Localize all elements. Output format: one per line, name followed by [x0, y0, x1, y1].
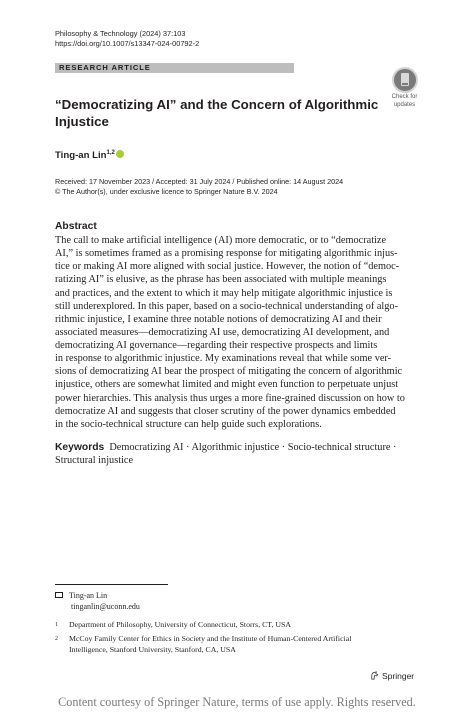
- author-affil-marks: 1,2: [106, 150, 115, 156]
- abstract-body: [55, 234, 405, 431]
- springer-horse-icon: [370, 671, 379, 680]
- journal-citation: Philosophy & Technology (2024) 37:103: [55, 29, 186, 38]
- abstract-line: democratizing AI governance—regarding their respective prospects and limits: [55, 340, 378, 351]
- affiliation-text: McCoy Family Center for Ethics in Society and the Institute of Human-Centered Artificial Intelligence, Stanford University, Stanford, CA, USA: [69, 634, 352, 654]
- courtesy-watermark: Content courtesy of Springer Nature, terms of use apply. Rights reserved.: [58, 695, 416, 709]
- affiliation-2: [55, 634, 385, 658]
- keywords-list-line1: Democratizing AI · Algorithmic injustice · Socio-technical structure ·: [109, 442, 397, 453]
- affiliation-number: 1: [55, 622, 58, 628]
- copyright-line: © The Author(s), under exclusive licence to Springer Nature B.V. 2024: [55, 187, 278, 196]
- author-line: [55, 147, 124, 162]
- publisher-mark: [370, 671, 414, 681]
- abstract-line: sions of democratizing AI bear the prospect of mitigating the concern of algorithmic: [55, 366, 403, 378]
- keywords-list-line2: Structural injustice: [55, 455, 134, 467]
- affiliation-1: [55, 620, 385, 632]
- abstract-line: in response to algorithmic injustice. My examinations reveal that while some ver-: [55, 353, 392, 365]
- orcid-icon[interactable]: [116, 150, 124, 158]
- author-name[interactable]: Ting-an Lin: [55, 150, 107, 162]
- contact-name: Ting-an Lin: [69, 591, 108, 600]
- footnote-divider: [55, 584, 168, 585]
- check-updates-line1: Check for: [391, 94, 418, 100]
- abstract-line: ratizing AI” is elusive, as the phrase has been associated with multiple meanings: [55, 274, 387, 286]
- corresponding-author: [55, 590, 140, 612]
- article-title: [55, 96, 385, 130]
- abstract-line: and practices, and the extent to which it may help mitigate algorithmic injustice is: [55, 287, 393, 299]
- abstract-line: in the socio-technical structure can help guide such explorations.: [55, 418, 322, 430]
- publisher-name: Springer: [382, 671, 415, 681]
- contact-email[interactable]: tinganlin@uconn.edu: [71, 602, 140, 611]
- abstract-line: democratize AI and suggests that closer scrutiny of the power dynamics embedded: [55, 405, 396, 417]
- title-line2: Injustice: [55, 114, 109, 129]
- abstract-line: rithmic injustice, I examine three notable notions of democratizing AI and their: [55, 313, 382, 325]
- abstract-line: The call to make artificial intelligence (AI) more democratic, or to “democratize: [55, 235, 387, 246]
- check-for-updates-button[interactable]: [388, 67, 421, 108]
- abstract-line: AI,” is sometimes framed as a promising response for mitigating algorithmic injus-: [55, 248, 398, 260]
- abstract-line: still underexplored. In this paper, based on a socio-technical understanding of algo-: [55, 300, 398, 312]
- abstract-line: associated measures—democratizing AI use, democratizing AI development, and: [55, 326, 390, 338]
- dates-received: Received: 17 November 2023 / Accepted: 31 July 2024 / Published online: 14 August 2024: [55, 177, 344, 186]
- abstract-heading: Abstract: [55, 221, 97, 232]
- abstract-line: power hierarchies. This analysis thus urges a more fine-grained discussion on how to: [55, 392, 405, 404]
- abstract-line: injustice, others are somewhat limited and might even function to perpetuate unjust: [55, 379, 399, 391]
- check-updates-line2: updates: [393, 101, 416, 108]
- affiliation-number: 2: [55, 636, 58, 642]
- publication-dates: [55, 177, 343, 197]
- keywords-label: Keywords: [55, 442, 105, 453]
- keywords-section: [55, 441, 405, 468]
- check-updates-icon: [392, 67, 418, 93]
- title-line1: “Democratizing AI” and the Concern of Algorithmic: [55, 97, 379, 112]
- affiliation-text: Department of Philosophy, University of Connecticut, Storrs, CT, USA: [69, 620, 291, 629]
- article-type-label: RESEARCH ARTICLE: [59, 63, 151, 72]
- article-type-bar: [55, 63, 294, 73]
- journal-header: [55, 29, 199, 49]
- journal-doi[interactable]: https://doi.org/10.1007/s13347-024-00792-2: [55, 39, 200, 48]
- abstract-line: tice or making AI more aligned with social justice. However, the notion of “democ-: [55, 261, 400, 273]
- envelope-icon: [55, 592, 63, 598]
